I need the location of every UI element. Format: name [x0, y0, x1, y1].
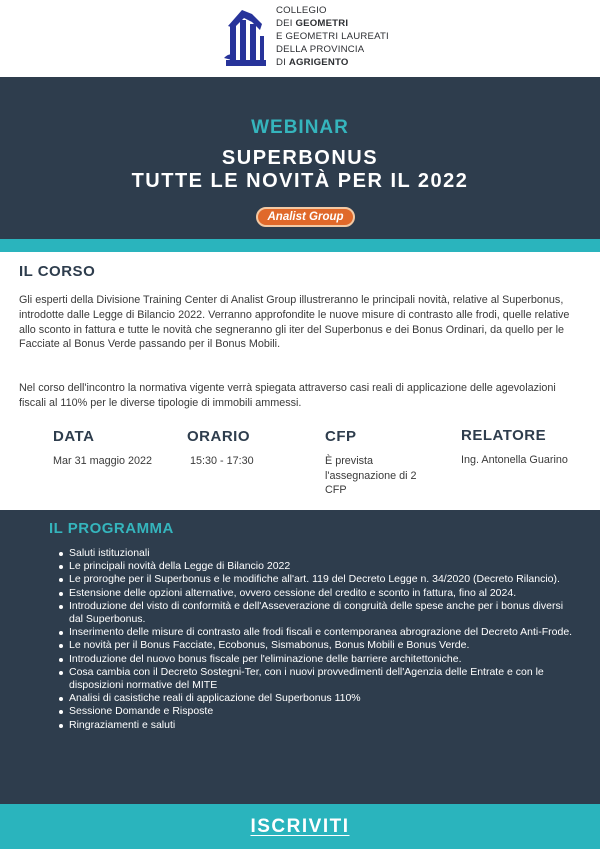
temple-icon — [222, 6, 270, 68]
logo-bold-geometri: GEOMETRI — [295, 18, 349, 29]
list-item: Introduzione del visto di conformità e dell'Asseverazione di congruità delle spese anche per i bonus diversi dal Superbonus. — [59, 600, 579, 626]
info-data — [53, 428, 168, 469]
header-logo-area — [0, 0, 600, 76]
list-item: Estensione delle opzioni alternative, ovvero cessione del credito e sconto in fattura, fino al 2024. — [59, 587, 579, 600]
iscriviti-link[interactable]: ISCRIVITI — [250, 816, 350, 837]
divider-bar — [0, 239, 600, 252]
corso-paragraph-2: Nel corso dell'incontro la normativa vigente verrà spiegata attraverso casi reali di applicazione delle agevolazioni fiscali al 110% per le diverse tipologie di immobili ammessi. — [19, 382, 556, 409]
orario-label: ORARIO — [187, 428, 250, 445]
logo-line-3: E GEOMETRI LAUREATI — [276, 31, 389, 42]
list-item: Inserimento delle misure di contrasto alle frodi fiscali e contemporanea abrograzione del Decreto Anti-Frode. — [59, 626, 579, 639]
analist-group-logo — [256, 207, 355, 227]
list-item: Analisi di casistiche reali di applicazione del Superbonus 110% — [59, 692, 579, 705]
list-item: Cosa cambia con il Decreto Sostegni-Ter, con i nuovi provvedimenti dell'Agenzia delle Entrate e con le disposizioni normative del MITE — [59, 666, 579, 692]
list-item: Le proroghe per il Superbonus e le modifiche all'art. 119 del Decreto Legge n. 34/2020 (Decreto Rilancio). — [59, 573, 579, 586]
relatore-value: Ing. Antonella Guarino — [461, 454, 568, 466]
logo-bold-agrigento: AGRIGENTO — [288, 57, 349, 68]
cta-bar — [0, 804, 600, 849]
info-orario — [187, 428, 307, 469]
list-item: Introduzione del nuovo bonus fiscale per l'eliminazione delle barriere architettoniche. — [59, 653, 579, 666]
hero-banner — [0, 77, 600, 239]
hero-title-line-1: SUPERBONUS — [221, 147, 379, 169]
cfp-label: CFP — [325, 428, 357, 445]
programma-section — [0, 510, 600, 804]
logo-line-4: DELLA PROVINCIA — [276, 44, 365, 55]
list-item: Le principali novità della Legge di Bilancio 2022 — [59, 560, 579, 573]
corso-heading: IL CORSO — [19, 263, 96, 280]
analist-group-label: Analist Group — [267, 211, 344, 223]
logo-line-1: COLLEGIO — [276, 5, 327, 16]
list-item: Le novità per il Bonus Facciate, Ecobonus, Sismabonus, Bonus Mobili e Bonus Verde. — [59, 639, 579, 652]
orario-value: 15:30 - 17:30 — [190, 455, 254, 467]
logo-text — [276, 4, 389, 69]
data-label: DATA — [53, 428, 95, 445]
logo-line-5: DI AGRIGENTO — [276, 57, 349, 68]
corso-paragraph-1: Gli esperti della Divisione Training Center di Analist Group illustreranno le principali novità, relative al Superbonus, introdotte dalle Legge di Bilancio 2022. Verranno approfondite le nuove misure di contrasto alle frodi, quelle relative allo sconto in fattura e tutte le novità che segneranno gli iter del Superbonus e dei Bonus Ordinari, da quello per le Facciate al Bonus Verde passando per il Bonus Mobili. — [19, 294, 570, 351]
relatore-label: RELATORE — [461, 427, 547, 444]
info-relatore — [461, 427, 571, 468]
hero-title-line-2: TUTTE LE NOVITÀ PER IL 2022 — [131, 170, 469, 192]
programma-list — [59, 547, 579, 732]
list-item: Ringraziamenti e saluti — [59, 719, 579, 732]
hero-title — [0, 147, 600, 193]
cfp-value: È prevista l'assegnazione di 2 CFP — [325, 455, 417, 497]
logo-line-2: DEI GEOMETRI — [276, 18, 349, 29]
list-item: Sessione Domande e Risposte — [59, 705, 579, 718]
webinar-tag: WEBINAR — [251, 117, 349, 138]
data-value: Mar 31 maggio 2022 — [53, 455, 153, 467]
info-cfp — [325, 428, 425, 498]
programma-heading: IL PROGRAMMA — [49, 520, 174, 537]
list-item: Saluti istituzionali — [59, 547, 579, 560]
